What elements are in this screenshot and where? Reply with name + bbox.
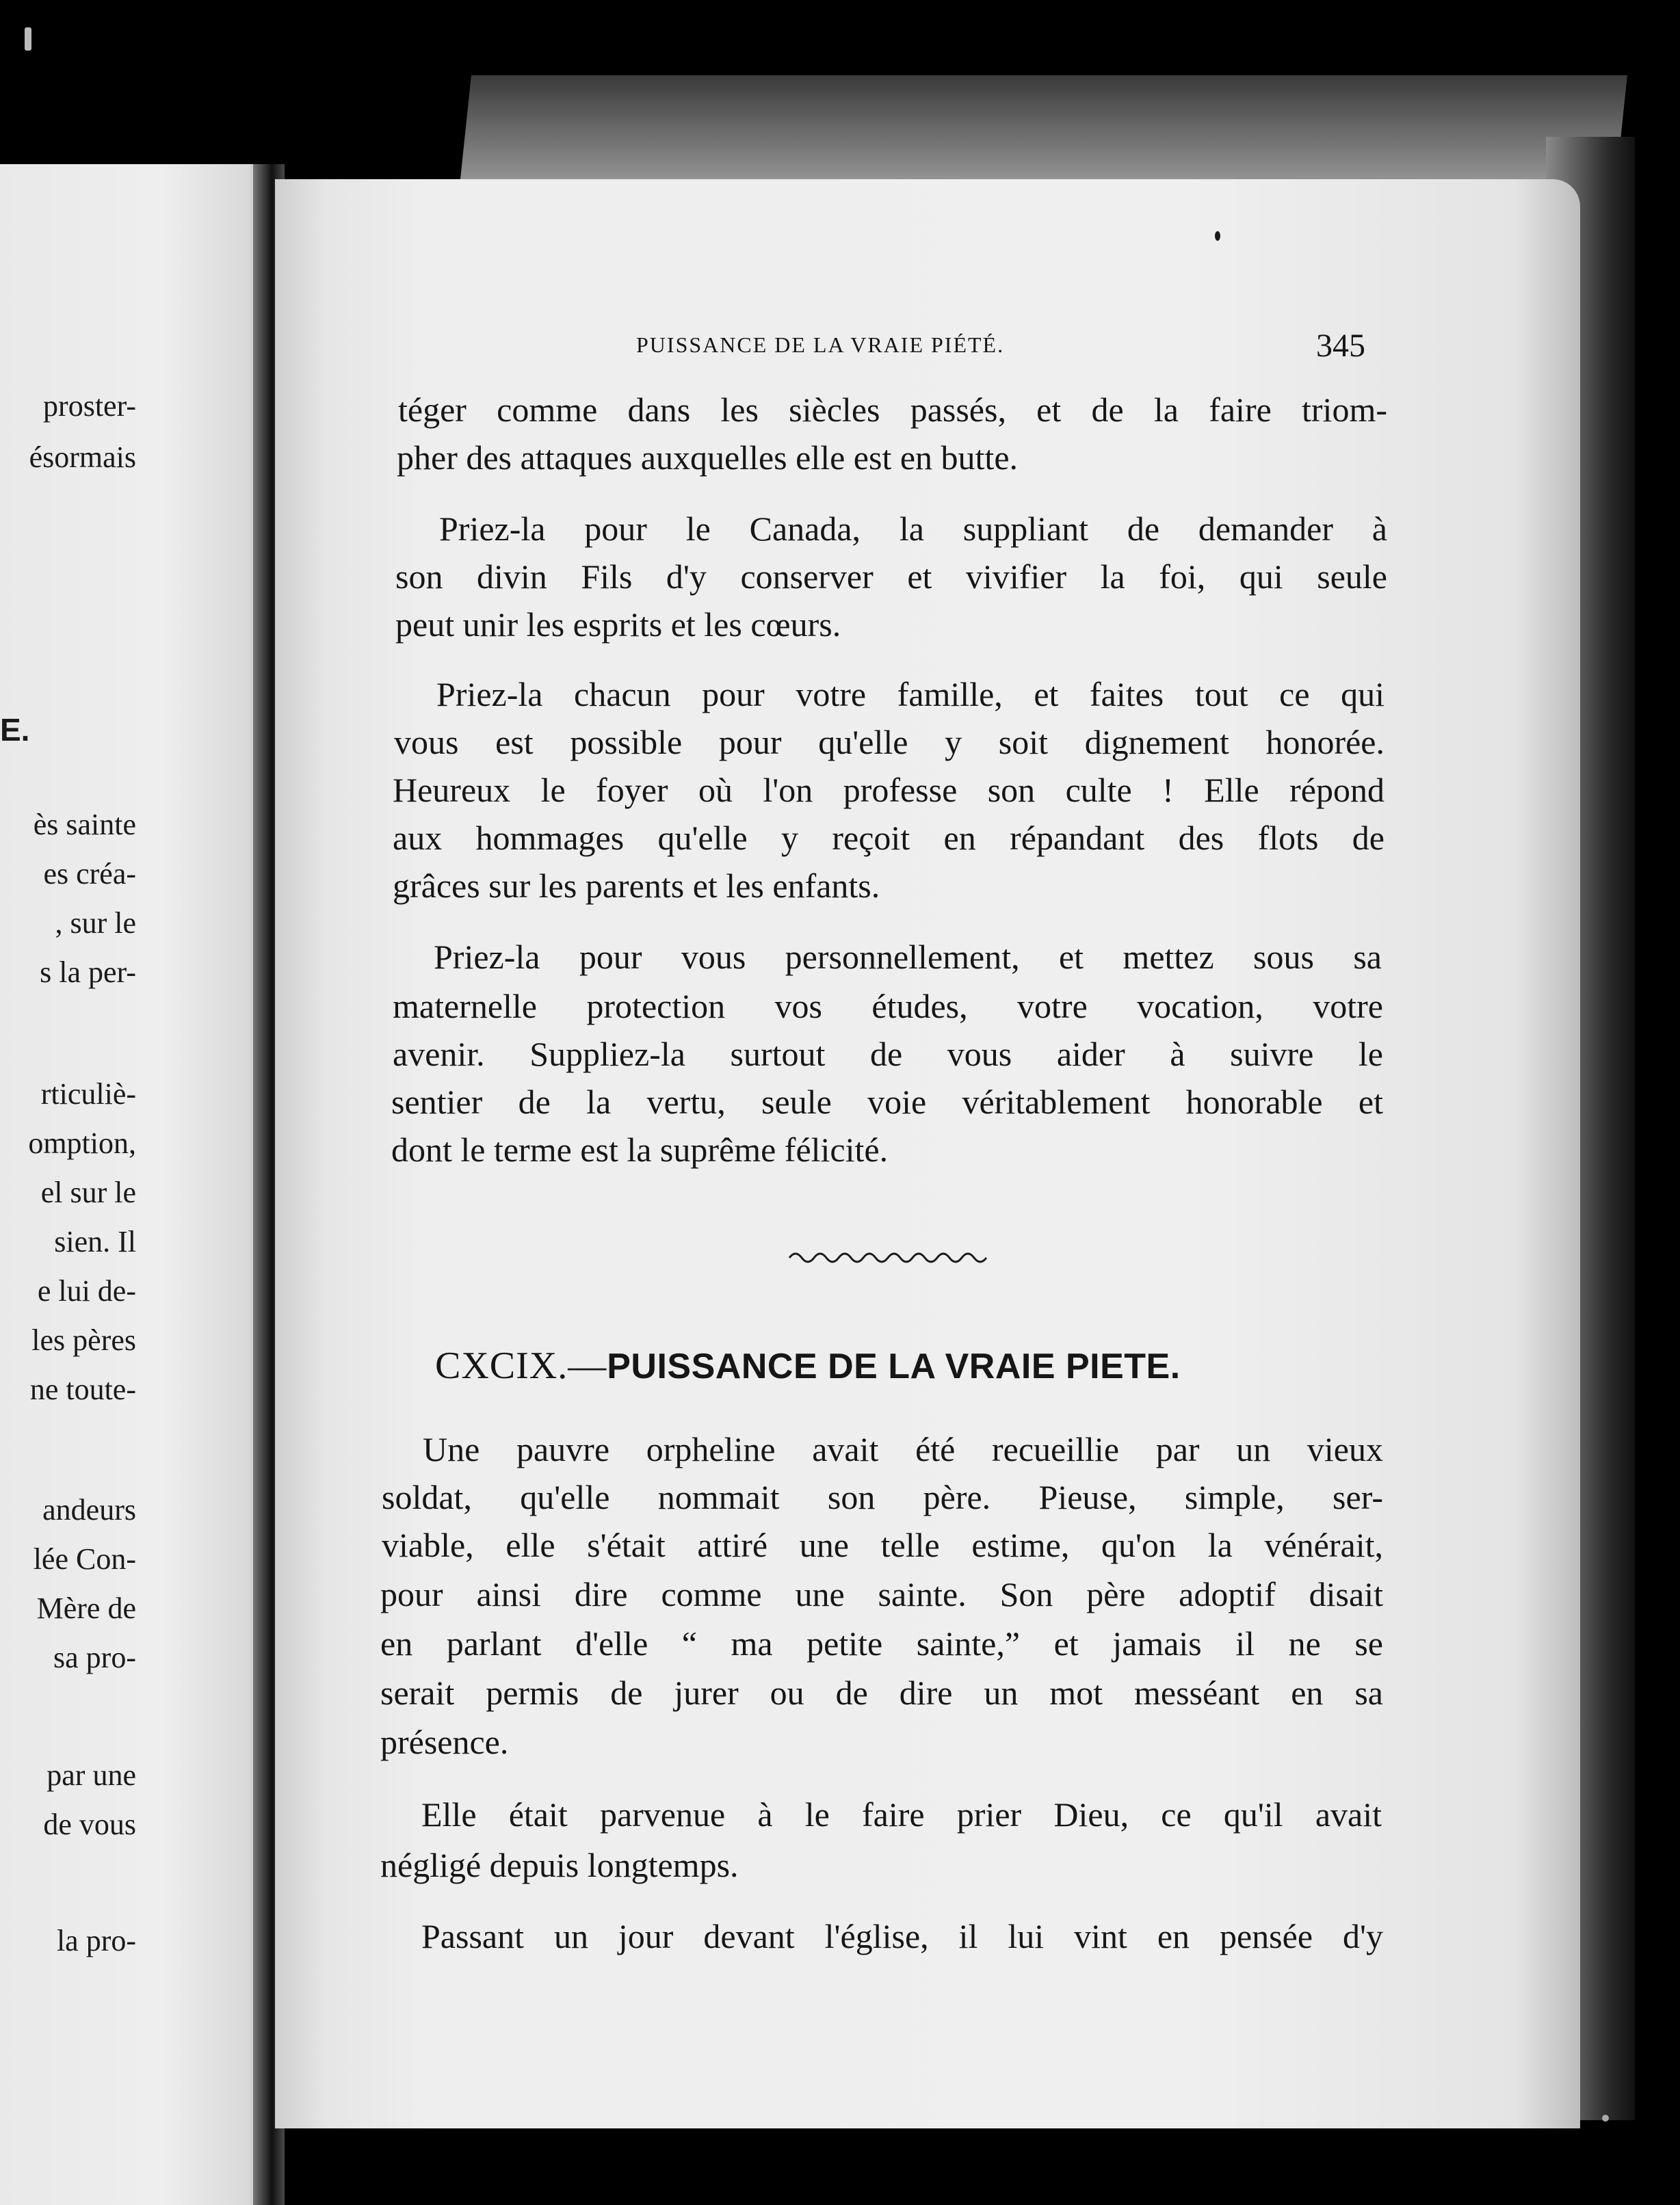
left-page-fragment: de vous — [43, 1808, 136, 1841]
scan-speck — [25, 27, 31, 51]
right-page — [275, 179, 1580, 2128]
section-title: PUISSANCE DE LA VRAIE PIETE. — [607, 1347, 1181, 1386]
text-line: son divin Fils d'y conserver et vivifier la foi, qui seule — [395, 557, 1387, 596]
text-line: aux hommages qu'elle y reçoit en répandant des flots de — [393, 819, 1384, 857]
text-line: pher des attaques auxquelles elle est en butte. — [397, 438, 1019, 477]
text-line: Passant un jour devant l'église, il lui vint en pensée d'y — [421, 1917, 1383, 1955]
left-page-fragment: ne toute- — [29, 1373, 136, 1406]
page-number: 345 — [1316, 328, 1365, 364]
text-line: avenir. Suppliez-la surtout de vous aider à suivre le — [393, 1035, 1383, 1073]
text-line: négligé depuis longtemps. — [380, 1846, 739, 1884]
text-line: soldat, qu'elle nommait son père. Pieuse, simple, ser- — [382, 1478, 1383, 1516]
section-number: CXCIX.— — [435, 1345, 607, 1387]
book-top-edge — [459, 75, 1627, 192]
wavy-divider-ornament — [787, 1247, 992, 1268]
left-page-fragment: omption, — [28, 1126, 136, 1160]
text-line: viable, elle s'était attiré une telle estime, qu'on la vénérait, — [382, 1526, 1383, 1564]
left-page-fragment: proster- — [43, 389, 136, 423]
text-line: Priez-la chacun pour votre famille, et faites tout ce qui — [436, 675, 1384, 713]
section-heading — [435, 1344, 1181, 1388]
text-line: pour ainsi dire comme une sainte. Son père adoptif disait — [380, 1575, 1383, 1613]
left-page-fragment: sien. Il — [54, 1225, 136, 1258]
left-page-fragment: sa pro- — [53, 1641, 136, 1674]
text-line: Priez-la pour le Canada, la suppliant de demander à — [439, 510, 1387, 548]
left-page-fragment: rticuliè- — [40, 1077, 136, 1111]
text-line: dont le terme est la suprême félicité. — [391, 1131, 889, 1169]
text-line: en parlant d'elle “ ma petite sainte,” et jamais il ne se — [380, 1624, 1383, 1663]
text-line: maternelle protection vos études, votre vocation, votre — [393, 987, 1383, 1025]
left-page-fragment: ésormais — [29, 440, 136, 474]
left-page-fragment: andeurs — [42, 1493, 136, 1527]
left-page-fragment: les pères — [31, 1323, 136, 1357]
text-line: peut unir les esprits et les cœurs. — [395, 605, 841, 644]
left-page-fragment: ès sainte — [33, 808, 136, 841]
text-line: présence. — [380, 1723, 509, 1761]
left-page-fragment: e lui de- — [37, 1274, 136, 1308]
left-page-fragment: el sur le — [40, 1176, 136, 1209]
text-line: Une pauvre orpheline avait été recueillie par un vieux — [423, 1430, 1383, 1468]
left-page — [0, 164, 270, 2205]
left-page-fragment: par une — [47, 1758, 136, 1792]
text-line: Heureux le foyer où l'on professe son culte ! Elle répond — [393, 771, 1384, 809]
scan-speck — [1602, 2115, 1609, 2122]
left-page-fragment: E. — [0, 712, 30, 748]
left-page-fragment: la pro- — [56, 1924, 136, 1957]
left-page-fragment: Mère de — [36, 1592, 136, 1625]
left-page-fragment: lée Con- — [33, 1542, 136, 1576]
text-line: Priez-la pour vous personnellement, et mettez sous sa — [434, 938, 1382, 976]
text-line: sentier de la vertu, seule voie véritablement honorable et — [391, 1083, 1383, 1121]
text-line: serait permis de jurer ou de dire un mot messéant en sa — [380, 1674, 1383, 1712]
running-head-title: PUISSANCE DE LA VRAIE PIÉTÉ. — [636, 332, 1005, 357]
text-line: téger comme dans les siècles passés, et de la faire triom- — [398, 391, 1387, 429]
left-page-fragment: s la per- — [40, 955, 136, 989]
scan-speck — [1215, 231, 1220, 241]
text-line: grâces sur les parents et les enfants. — [393, 867, 880, 905]
text-line: Elle était parvenue à le faire prier Dieu, ce qu'il avait — [421, 1795, 1382, 1834]
left-page-fragment: es créa- — [43, 857, 136, 890]
text-line: vous est possible pour qu'elle y soit dignement honorée. — [394, 723, 1384, 761]
left-page-fragment: , sur le — [55, 906, 136, 940]
